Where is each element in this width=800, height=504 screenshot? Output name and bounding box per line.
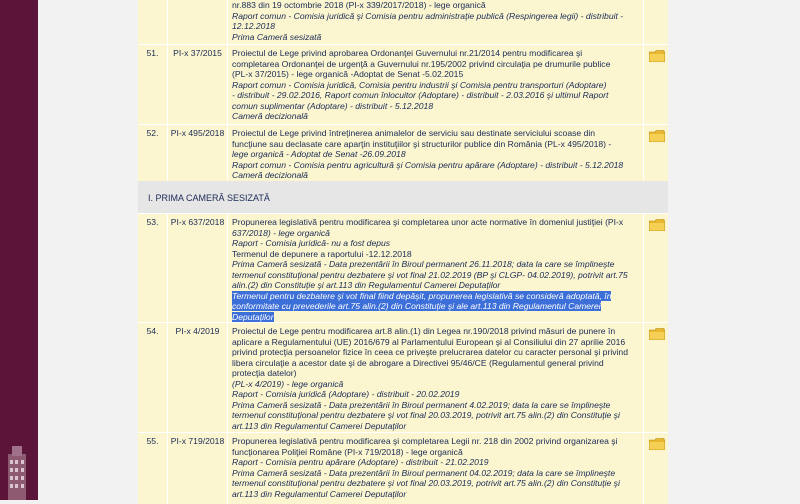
desc-line: Raport - Comisia pentru apărare (Adoptare) - distribuit - 21.02.2019 — [232, 457, 489, 467]
desc-line: Proiectul de Lege privind aprobarea Ordonanţei Guvernului nr.21/2014 pentru modificarea şi — [232, 48, 583, 58]
row-attachment-cell — [644, 45, 668, 124]
desc-line: termenul constituţional pentru dezbatere şi vot final 20.03.2019, potrivit art.75 alin.(2) din Constituţie şi — [232, 478, 620, 488]
desc-line: Prima Cameră sesizată — [232, 31, 322, 42]
row-description — [228, 323, 644, 432]
selected-text[interactable]: Termenul pentru dezbatere şi vot final fiind depăşit, propunerea legislativă se consideră adoptată, în — [232, 290, 612, 301]
agenda-table — [138, 0, 668, 500]
table-row — [138, 0, 668, 44]
right-gutter — [668, 0, 800, 500]
row-code: PI-x 637/2018 — [168, 214, 228, 322]
row-attachment-cell — [644, 433, 668, 504]
desc-line: funcţiune sau declasate care aparţin instituţiilor şi structurilor publice din România (PL-x 495/2018) - — [232, 138, 612, 149]
desc-line: Propunerea legislativă pentru modificarea şi completarea Legii nr. 218 din 2002 privind organizarea şi — [232, 436, 618, 446]
desc-line: Propunerea legislativă pentru modificarea şi completarea unor acte normative în domeniul justiţiei (PI-x — [232, 217, 624, 227]
desc-line: funcţionarea Poliţiei Române (PI-x 719/2018) - lege organică — [232, 446, 463, 457]
row-code — [168, 0, 228, 44]
desc-line: lege organică - Adoptat de Senat -26.09.2018 — [232, 149, 406, 159]
desc-line: 637/2018) - lege organică — [232, 227, 330, 238]
table-row — [138, 322, 668, 432]
row-description — [228, 45, 644, 124]
table-row — [138, 124, 668, 181]
desc-line: Termenul de depunere a raportului -12.12.2018 — [232, 248, 412, 259]
folder-icon[interactable] — [649, 219, 665, 231]
row-number — [138, 0, 168, 44]
desc-line: (PL-x 4/2019) - lege organică — [232, 378, 344, 389]
row-number: 52. — [138, 125, 168, 181]
desc-line: Cameră decizională — [232, 170, 308, 180]
row-attachment-cell — [644, 323, 668, 432]
desc-line: nr.883 din 19 octombrie 2018 (PI-x 339/2017/2018) - lege organică — [232, 0, 486, 10]
row-code: PI-x 719/2018 — [168, 433, 228, 504]
table-row — [138, 44, 668, 124]
desc-line: art.113 din Regulamentul Camerei Deputaţilor — [232, 488, 407, 499]
desc-line: protecţia datelor) — [232, 368, 297, 378]
desc-line: 12.12.2018 — [232, 21, 276, 31]
desc-line: completarea Ordonanţei de urgenţă a Guvernului nr.195/2002 privind circulaţia pe drumurile publice — [232, 58, 611, 69]
desc-line-selected[interactable] — [232, 291, 639, 302]
parliament-building-logo — [2, 440, 32, 500]
left-gutter — [38, 0, 138, 500]
row-description — [228, 125, 644, 181]
row-code: PI-x 37/2015 — [168, 45, 228, 124]
row-code: PI-x 4/2019 — [168, 323, 228, 432]
desc-line: (PL-x 37/2015) - lege organică -Adoptat de Senat -5.02.2015 — [232, 69, 464, 79]
folder-icon[interactable] — [649, 438, 665, 450]
desc-line: Proiectul de Lege pentru modificarea art.8 alin.(1) din Legea nr.190/2018 privind măsuri de punere în — [232, 326, 616, 336]
desc-line: privind protecţia persoanelor fizice în ceea ce priveşte prelucrarea datelor cu caracter personal şi privind — [232, 347, 628, 357]
row-attachment-cell — [644, 0, 668, 44]
desc-line-selected[interactable] — [232, 312, 639, 323]
desc-line: Cameră decizională — [232, 111, 308, 121]
desc-line: Raport - Comisia juridică- nu a fost depus — [232, 238, 391, 248]
selected-text[interactable]: Deputaţilor — [232, 311, 274, 322]
desc-line: Raport - Comisia juridică (Adoptare) - distribuit - 20.02.2019 — [232, 389, 460, 399]
desc-line: termenul constituţional pentru dezbatere şi vot final 21.02.2019 (BP şi CLGP- 04.02.2019), potrivit art.75 — [232, 269, 628, 280]
row-number: 53. — [138, 214, 168, 322]
desc-line: alin.(2) din Constituţie şi art.113 din Regulamentul Camerei Deputaţilor — [232, 280, 501, 290]
desc-line: Raport comun - Comisia juridică şi Comisia pentru administraţie publică (Respingerea legii) - distribuit - — [232, 10, 624, 21]
folder-icon[interactable] — [649, 50, 665, 62]
row-number: 51. — [138, 45, 168, 124]
section-title: I. PRIMA CAMERĂ SESIZATĂ — [148, 193, 270, 203]
selected-text[interactable]: conformitate cu prevederile art.75 alin.(2) din Constituţie şi ale art.113 din Regulamentul Camerei — [232, 301, 601, 311]
desc-line: comun suplimentar (Adoptare) - distribuit - 5.12.2018 — [232, 100, 434, 111]
folder-icon[interactable] — [649, 130, 665, 142]
folder-icon[interactable] — [649, 328, 665, 340]
section-header — [138, 181, 668, 213]
row-number: 55. — [138, 433, 168, 504]
desc-line: - distribuit - 29.02.2016, Raport comun înlocuitor (Adoptare) - distribuit - 2.03.2016 şi ultimul Raport — [232, 90, 609, 100]
desc-line: aplicare a Regulamentului (UE) 2016/679 al Parlamentului European şi al Consiliului din 27 aprilie 2016 — [232, 336, 626, 347]
desc-line: Raport comun - Comisia juridică, Comisia pentru industrii şi Comisia pentru transporturi (Adoptare) — [232, 79, 607, 90]
desc-line: art.113 din Regulamentul Camerei Deputaţilor — [232, 420, 407, 431]
desc-line: termenul constituţional pentru dezbatere şi vot final 20.03.2019, potrivit art.75 alin.(2) din Constituţie şi — [232, 410, 620, 420]
desc-line: Prima Cameră sesizată - Data prezentării în Biroul permanent 4.02.2019; data la care se împlineşte — [232, 399, 611, 410]
row-description — [228, 433, 644, 504]
desc-line: Raport comun - Comisia pentru agricultură şi Comisia pentru apărare (Adoptare) - distribuit - 5.12.2018 — [232, 159, 624, 170]
desc-line: libera circulaţie a acestor date şi de abrogare a Directivei 95/46/CE (Regulamentul general privind — [232, 357, 604, 368]
desc-line: Prima Cameră sesizată - Data prezentării în Biroul permanent 04.02.2019; data la care se împlineşte — [232, 467, 616, 478]
desc-line: Proiectul de Lege privind întreţinerea animalelor de serviciu sau destinate serviciului scoase din — [232, 128, 596, 138]
row-attachment-cell — [644, 214, 668, 322]
table-row — [138, 432, 668, 504]
row-code: PI-x 495/2018 — [168, 125, 228, 181]
row-attachment-cell — [644, 125, 668, 181]
desc-line-selected[interactable] — [232, 301, 639, 312]
desc-line: Prima Cameră sesizată - Data prezentării în Biroul permanent 26.11.2018; data la care se împlineşte — [232, 259, 615, 269]
table-row — [138, 213, 668, 322]
row-number: 54. — [138, 323, 168, 432]
site-sidebar-strip — [0, 0, 38, 500]
row-description — [228, 214, 644, 322]
row-description — [228, 0, 644, 44]
